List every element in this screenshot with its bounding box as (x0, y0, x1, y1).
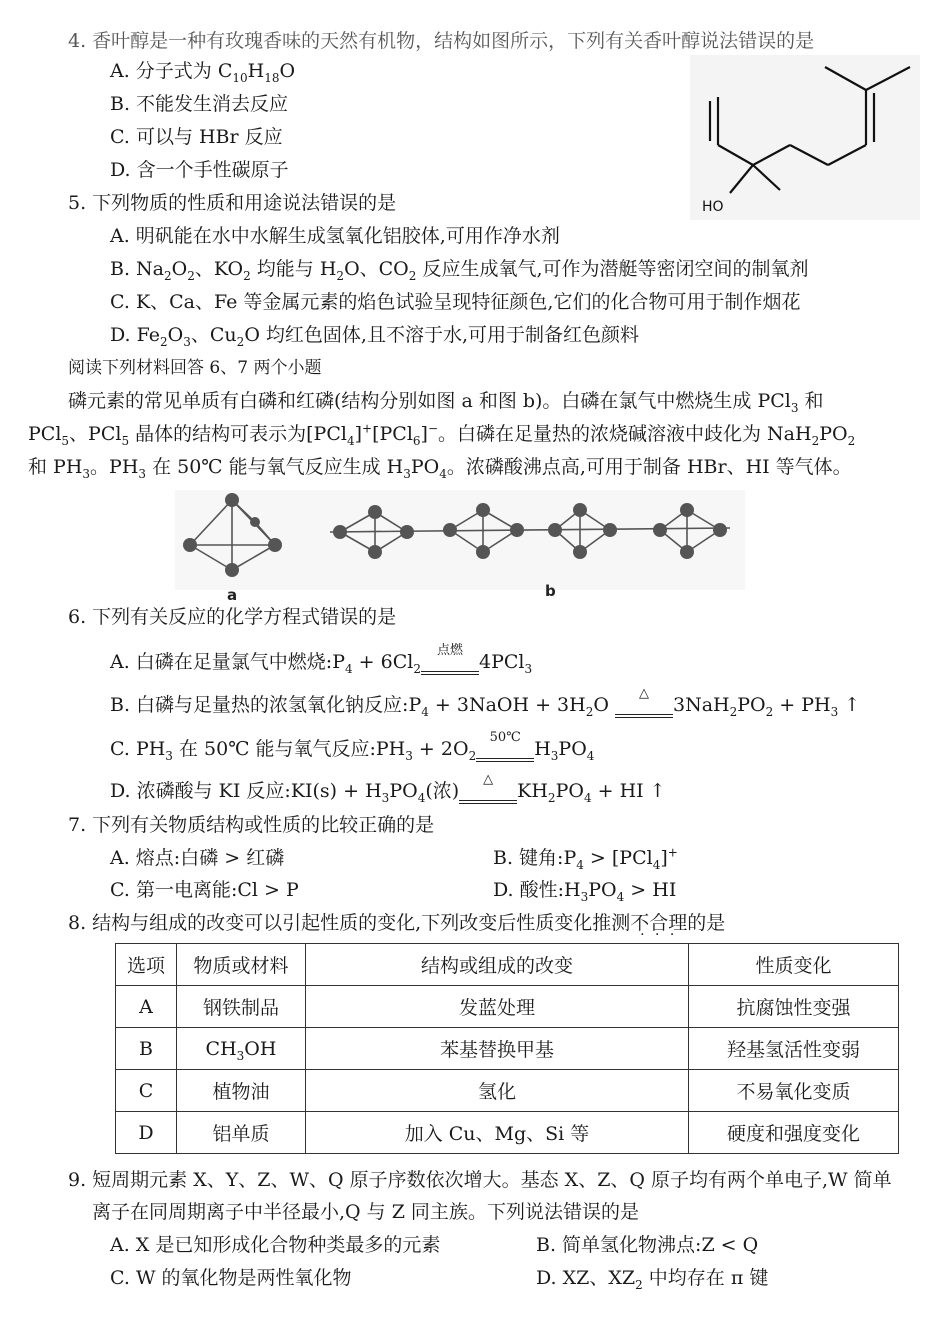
table-header: 性质变化 (689, 944, 899, 986)
reading-heading: 阅读下列材料回答 6、7 两个小题 (68, 358, 322, 378)
q6-option-d: D. 浓磷酸与 KI 反应:KI(s) + $H_3PO_4$(浓) △ $KH_2PO_4$ + HI ↑ (110, 772, 666, 805)
hydroxyl-label: HO (702, 199, 724, 215)
q7-stem: 7. 下列有关物质结构或性质的比较正确的是 (68, 814, 435, 836)
figure-a-label: a (227, 586, 238, 604)
phosphorus-structures-figure (175, 490, 745, 605)
q4-option-c: C. 可以与 HBr 反应 (110, 126, 283, 148)
q6-option-b: B. 白磷与足量热的浓氢氧化钠反应$:P_4$ + 3NaOH + $3H_2O$ △ $3NaH_2PO_2 + PH_3$ ↑ (110, 686, 861, 719)
table-row (116, 1028, 899, 1070)
q5-option-b: B. $Na_2O_2$、$KO_2$ 均能与 $H_2O$、$CO_2$ 反应生成氧气,可作为潜艇等密闭空间的制氧剂 (110, 258, 809, 283)
table-cell: 加入 Cu、Mg、Si 等 (306, 1112, 689, 1154)
q9-option-d: D. XZ、$XZ_2$ 中均存在 π 键 (536, 1267, 769, 1292)
table-row (116, 1070, 899, 1112)
q9-option-b: B. 简单氢化物沸点:Z < Q (536, 1234, 759, 1256)
q9-stem-line-2: 离子在同周期离子中半径最小,Q 与 Z 同主族。下列说法错误的是 (92, 1201, 639, 1223)
table-header: 结构或组成的改变 (306, 944, 689, 986)
reading-line-2: PCl$_5$、PCl$_5$ 晶体的结构可表示为[PCl$_4$]+[PCl$_6$]−。白磷在足量热的浓烧碱溶液中歧化为 $NaH_2PO_2$ (28, 421, 856, 448)
q4-option-d: D. 含一个手性碳原子 (110, 159, 289, 181)
q8-emphasis: 不合理 · · · (630, 912, 687, 934)
table-cell: $CH_3OH$ (177, 1028, 306, 1070)
q5-stem: 5. 下列物质的性质和用途说法错误的是 (68, 192, 397, 214)
table-header: 选项 (116, 944, 177, 986)
q6-stem: 6. 下列有关反应的化学方程式错误的是 (68, 606, 397, 628)
q8-stem: 8. 结构与组成的改变可以引起性质的变化,下列改变后性质变化推测不合理 · · ·的是 (68, 910, 725, 936)
table-cell: 植物油 (177, 1070, 306, 1112)
table-cell: A (116, 986, 177, 1028)
table-cell: D (116, 1112, 177, 1154)
q4-option-a: A. 分子式为 $C_{10}H_{18}O$ (110, 60, 296, 85)
q9-stem-line-1: 9. 短周期元素 X、Y、Z、W、Q 原子序数依次增大。基态 X、Z、Q 原子均有两个单电子,W 简单 (68, 1169, 892, 1191)
table-cell: B (116, 1028, 177, 1070)
table-cell: 抗腐蚀性变强 (689, 986, 899, 1028)
table-cell: C (116, 1070, 177, 1112)
q5-option-d: D. $Fe_2O_3$、$Cu_2O$ 均红色固体,且不溶于水,可用于制备红色颜料 (110, 324, 640, 349)
q5-option-c: C. K、Ca、Fe 等金属元素的焰色试验呈现特征颜色,它们的化合物可用于制作烟花 (110, 291, 801, 313)
reading-line-1: 磷元素的常见单质有白磷和红磷(结构分别如图 a 和图 b)。白磷在氯气中燃烧生成 PCl$_3$ 和 (68, 390, 824, 415)
table-cell: 羟基氢活性变弱 (689, 1028, 899, 1070)
q7-option-a: A. 熔点:白磷 > 红磷 (110, 847, 285, 869)
table-cell: 不易氧化变质 (689, 1070, 899, 1112)
table-cell: 铝单质 (177, 1112, 306, 1154)
q5-option-a: A. 明矾能在水中水解生成氢氧化铝胶体,可用作净水剂 (110, 225, 560, 247)
figure-b-label: b (545, 582, 556, 600)
table-row (116, 986, 899, 1028)
table-header-row (116, 944, 899, 986)
table-cell: 硬度和强度变化 (689, 1112, 899, 1154)
table-row (116, 1112, 899, 1154)
geraniol-structure (690, 55, 920, 220)
q9-option-c: C. W 的氧化物是两性氧化物 (110, 1267, 352, 1289)
table-cell: 发蓝处理 (306, 986, 689, 1028)
reading-line-3: 和 $PH_3$。$PH_3$ 在 50℃ 能与氧气反应生成 $H_3PO_4$。浓磷酸沸点高,可用于制备 HBr、HI 等气体。 (28, 456, 852, 481)
q7-option-b: B. 键角$:P_4 > [PCl_4]^+$ (493, 845, 678, 872)
q6-option-c: C. $PH_3$ 在 50℃ 能与氧气反应$:PH_3 + 2O_2$ 50℃ $H_3PO_4$ (110, 730, 595, 763)
q6-option-a: A. 白磷在足量氯气中燃烧$:P_4 + 6Cl_2$ 点燃 4PCl$_3$ (110, 643, 533, 676)
property-change-table (115, 943, 899, 1154)
q4-cut-stem: 4. 香叶醇是一种有玫瑰香味的天然有机物，结构如图所示，下列有关香叶醇说法错误的是 (68, 30, 815, 52)
q4-option-b: B. 不能发生消去反应 (110, 93, 289, 115)
q7-option-c: C. 第一电离能:Cl > P (110, 879, 299, 901)
q9-option-a: A. X 是已知形成化合物种类最多的元素 (110, 1234, 441, 1256)
table-cell: 苯基替换甲基 (306, 1028, 689, 1070)
table-cell: 氢化 (306, 1070, 689, 1112)
table-cell: 钢铁制品 (177, 986, 306, 1028)
q7-option-d: D. 酸性$:H_3PO_4$ > HI (493, 879, 677, 904)
table-header: 物质或材料 (177, 944, 306, 986)
